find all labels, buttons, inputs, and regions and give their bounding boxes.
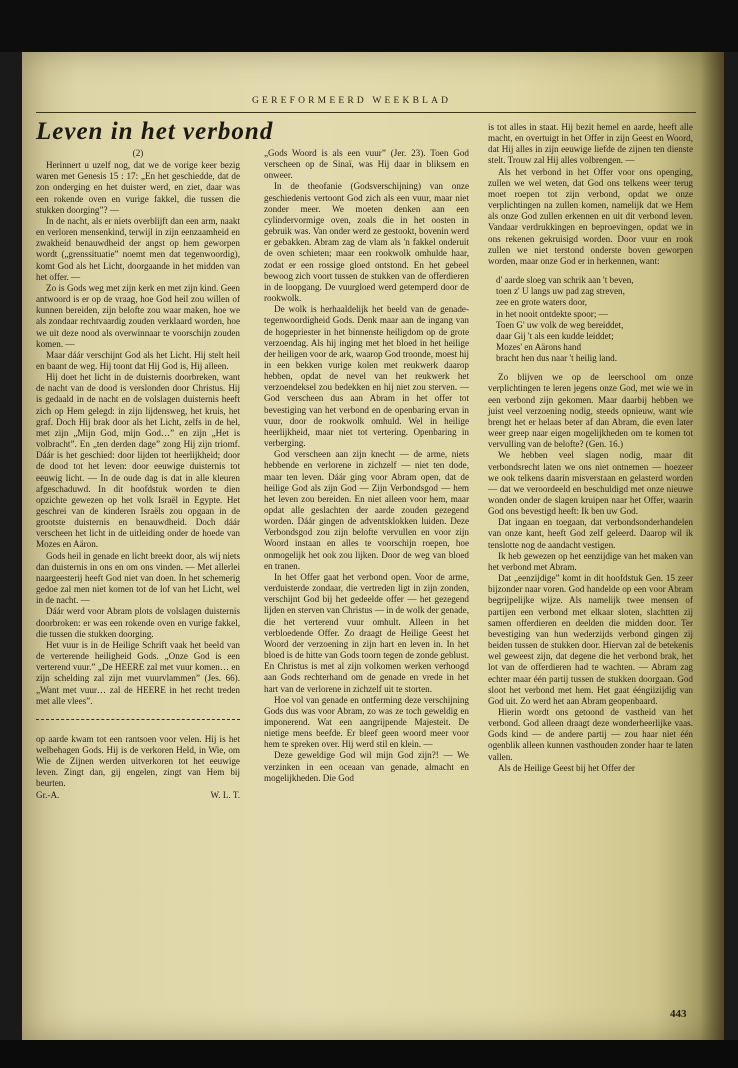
paragraph: Ik heb gewezen op het eenzijdige van het maken van het verbond met Abram. [488,550,693,572]
paragraph: Gods heil in genade en licht breekt door, als wij niets dan duisternis in ons en om ons vinden. — Met allerlei naargeesterij heeft God niet van doen. In het schemerig gedoe zal men niet komen tot de lof van het Licht, wel in de nacht. — [36,550,240,606]
page-number: 443 [670,1008,687,1020]
paragraph: Als de Heilige Geest bij het Offer der [498,762,635,773]
paragraph: Als het verbond in het Offer voor ons openging, zullen we wel weten, dat God ons telkens weer terug moet roepen tot zijn verbond, opdat we onze verplichtingen na zullen komen, namelijk dat we Hem als onze God zullen erkennen en uit dit verbond leven. Vandaar verdrukkingen en beproevingen, opdat we in ons rekenen gekruisigd worden. Door vuur en rook zullen we niet terstond onderste boven geworpen worden, maar onze God er in herkennen, want: [488,166,693,266]
paragraph: Hij doet het licht in de duisternis doorbreken, want de nacht van de dood is verslonden door Christus. Hij is gedaald in de nacht en de volslagen duisternis heeft zich op Hem gelegd: in zijn lijdensweg, het kruis, het graf. Doch Hij brak door als het Licht, zelfs in de hel, met zijn „Mijn God, mijn God…” en zijn „Het is volbracht”. En „ten derden dage” zong Hij zijn triomf. Dáár is het geschied: door lijden tot heerlijkheid; door de dood tot het leven: door eeuwige duisternis tot eeuwig licht. — In de oude dag is dat in alle kleuren afgeschaduwd. In dit hoofdstuk worden te dien opzichte gewezen op het volk Israël in Egypte. Het geschrei van de kinderen Israëls zou opgaan in de grootste duisternis en benauwdheid. Doch dáár verscheen het licht in de uitleiding onder de hoede van Mozes en Aäron. [36,372,240,550]
paragraph: God verscheen aan zijn knecht — de arme, niets hebbende en verlorene in zichzelf — niet ten dode, maar ten leven. Dáár ging voor Abram open, dat de heilige God als zijn God — Zijn Verbondsgod — hem het leven zou bereiden. En niet alleen voor hem, maar opdat alle geslachten der aarde zouden gezegend worden. Dáár gingen de adventsklokken luiden. Deze Verbondsgod zou zijn belofte vervullen en voor zijn Woord instaan en alles te voorschijn roepen, hoe onmogelijk het ook zou lijken. Door de weg van bloed en tranen. [264,449,469,571]
scan-border-bottom [0,1040,738,1068]
paragraph: In de nacht, als er niets overblijft dan een arm, naakt en verloren mensenkind, terwijl in zijn eenzaamheid en zwakheid benauwdheid der angst op hem geworpen wordt („grenssituatie” noemt men dat tegenwoordig), komt God als het Licht, doorgaande in het midden van het offer. — [36,215,240,282]
paragraph: op aarde kwam tot een rantsoen voor velen. Hij is het welbehagen Gods. Hij is de verkoren Held, in Wie, om Wie de Zijnen werden uitverkoren tot het eeuwige leven. Zingt dan, gij engelen, zingt van Hem bij beurten. [36,733,240,789]
poem-line: zee en grote waters door, [496,297,588,308]
article-separator [36,719,240,720]
page-shadow-edge [700,52,724,1040]
signature-location: Gr.-A. [36,789,60,800]
paragraph: Deze geweldige God wil mijn God zijn?! — We verzinken in een oceaan van genade, almacht en mogelijkheden. Die God [264,750,469,783]
paragraph: Dat „eenzijdige” komt in dit hoofdstuk Gen. 15 zeer bijzonder naar voren. God handelde op een voor Abram begrijpelijke wijze. Als namelijk twee mensen of partijen een verbond met elkaar sloten, slachtten zij samen offerdieren en deelden die midden door. Ter bevestiging van hun wederzijds verbond gingen zij beiden tussen de stukken door. Hiervan zal de betekenis wel geweest zijn, dat degene die het verbond brak, het lot van de offerdieren had te wachten. — Abram zag echter maar één partij tussen de stukken doorgaan. God sloot het verbond met hem. Het gaat ééngiizijdig van God uit. Zo werd het aan Abram geopenbaard. [488,573,693,706]
paragraph: Het vuur is in de Heilige Schrift vaak het beeld van de verterende heiligheid Gods. „Onze God is een verterend vuur.” „De HEERE zal met vuur komen… en zijn schelding zal zijn met vuurvlammen” (Jes. 66). „Want met vuur… zal de HEERE in het recht treden met alle vlees”. [36,639,240,706]
poem-line: bracht hen dus naar 't heilig land. [496,353,617,364]
paragraph: In het Offer gaat het verbond open. Voor de arme, verduisterde zondaar, die vertreden ligt in zijn zonden, verschijnt God bij het gedeelde offer — het gezegend lijden en sterven van Christus — in de wolk der genade, die het verterend vuur omhult. Alleen in het verbloedende Offer. Zo draagt de Heilige Geest het Woord der verzoening in zijn hart en leven in. In het bloed is de hitte van Gods toorn tegen de zonde geblust. En Christus is met al zijn volkomen werken verhoogd aan Gods rechterhand om de genade en vrede in het hart van de verlorene in zichzelf uit te storten. [264,571,470,694]
psalm-quote [496,275,693,364]
scan-border-top [0,0,738,52]
magazine-page [22,52,724,1040]
paragraph: Hoe vol van genade en ontferming deze verschijning Gods dus was voor Abram, zo was ze toch geweldig en imponerend. Wat een aangrijpende Majesteit. De nietige mens beefde. Er bleef geen woord meer voor hem te spreken over. Hij werd stil en klein. — [264,694,469,750]
section-number: (2) [132,148,144,158]
header-rule [36,112,696,113]
paragraph: Dat ingaan en toegaan, dat verbondsonderhandelen van onze kant, heeft God zelf geleerd. Daarop wil ik tenslotte nog de aandacht vestigen. [488,517,693,550]
paragraph: Maar dáár verschijnt God als het Licht. Hij stelt heil en baant de weg. Hij toont dat Hij God is, Hij alleen. [36,349,240,371]
paragraph: De wolk is herhaaldelijk het beeld van de genade-tegenwoordigheid Gods. Denk maar aan de ingang van de hogepriester in het binnenste heiligdom op de grote verzoendag. Als hij inging met het bloed in het heilige der heiligen voor de ark, waarop God troonde, moest hij in een bekken vurige kolen met reukwerk daarop hebben, opdat de nevel van het reukwerk het verzoendeksel zou bedekken en hij niet zou sterven. — God verscheen dus aan Abram in het offer tot bevestiging van het verbond en de openbaring ervan in vuur, door de rookwolk omhuld. Wel in heilige heerlijkheid, maar niet tot vertering. Openbaring in verberging. [264,304,470,449]
poem-line: toen z' U langs uw pad zag streven, [496,286,625,297]
paragraph: We hebben veel slagen nodig, maar dit verbondsrecht laten we ons niet ontnemen — hoezeer we ook telkens daarin misverstaan en gelasterd worden — dat we veroordeeld en beschuldigd met onze nieuwe wonden onder de slagen kruipen naar het Offer, waarin God ons bevestigd heeft: Ik ben uw God. [488,450,693,517]
article-title: Leven in het verbond [36,118,274,145]
paragraph: Zo is Gods weg met zijn kerk en met zijn kind. Geen antwoord is er op de vraag, hoe God heil zou willen of kunnen bereiden, zijn belofte zou waar maken, hoe we als zondaar rechtvaardig zouden verklaard worden, hoe we uit deze nood als overwinnaar te voorschijn zouden komen. — [36,282,240,349]
column-2 [264,148,469,784]
paragraph: Dáár werd voor Abram plots de volslagen duisternis doorbroken: er was een rokende oven en vurige fakkel, die tussen die stukken doorging. [36,606,240,639]
poem-line: daar Gij 't als een kudde leiddet; [496,330,614,341]
poem-line: Toen G' uw volk de weg bereiddet, [496,319,624,330]
signature-line [36,790,240,801]
poem-line: in het nooit ontdekte spoor; — [496,308,608,319]
paragraph: Hierin wordt ons getoond de vastheid van het verbond. God alleen draagt deze wonderheerlijke vaas. Gods kind — de andere partij — zou haar niet één ogenblik alleen kunnen vasthouden zonder haar te laten vallen. [488,706,693,762]
paragraph: In de theofanie (Godsverschijning) van onze geschiedenis vertoont God zich als een vuur, maar niet zonder meer. We moeten denken aan een cylindervormige oven, zoals die in het oosten in gebruik was. Van onder werd ze gestookt, bovenin werd er gebakken. Abram zag de vlam als 'n fakkel onderuit de oven schieten; maar een rookwolk omhulde haar, zodat er een rossige gloed ontstond. En het gebeel bewoog zich voort tussen de stukken van de offerdieren in de loopgang. De vuurgloed werd getemperd door de rookwolk. [264,181,469,304]
signature-author: W. L. T. [210,789,240,800]
paragraph: Zo blijven we op de leerschool om onze verplichtingen te leren jegens onze God, met wie we in een verbond zijn gekomen. Maar daarbij hebben we juist veel verzoening nodig, steeds opnieuw, want wie brengt het er helaas beter af dan Abram, die even later weer greep naar eigen mogelijkheden om te komen tot vervulling van de belofte? (Gen. 16.) [488,372,693,450]
poem-line: Mozes' en Aärons hand [496,341,582,352]
column-3 [488,122,693,774]
paragraph: „Gods Woord is als een vuur” (Jer. 23). Toen God verscheen op de Sinaï, was Hij daar in bliksem en onweer. [264,148,469,181]
paragraph: is tot alles in staat. Hij bezit hemel en aarde, heeft alle macht, en overtuigt in het Offer in zijn Geest en Woord, dat Hij alles in zijn eeuwige liefde de zijnen ten dienste stelt. Trouw zal Hij alles volbrengen. — [488,122,693,166]
column-1 [36,148,240,801]
running-head: GEREFORMEERD WEEKBLAD [252,96,452,106]
poem-line: d' aarde sloeg van schrik aan 't beven, [496,275,634,286]
paragraph: Herinnert u uzelf nog, dat we de vorige keer bezig waren met Genesis 15 : 17: „En het geschiedde, dat de zon onderging en het duister werd, en ziet, daar was een rokende oven en vurige fakkel, die tussen die stukken doorging”? — [36,160,240,215]
